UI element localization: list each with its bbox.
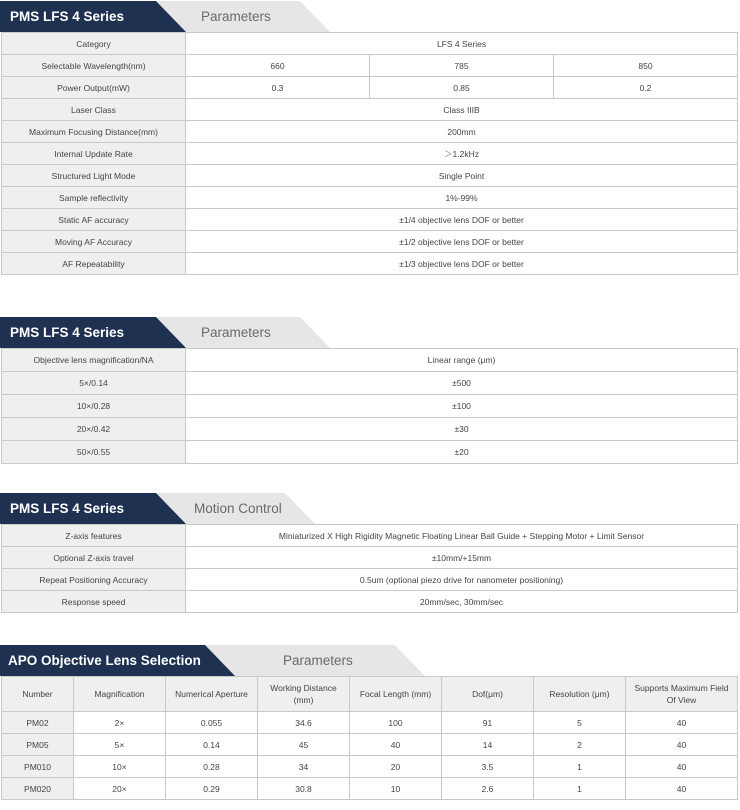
- row-value: ±1/3 objective lens DOF or better: [186, 253, 738, 275]
- lfs-parameters-section: [0, 1, 740, 275]
- cell: 3.5: [442, 756, 534, 778]
- cell: PM020: [2, 778, 74, 800]
- cell: 20: [350, 756, 442, 778]
- table-row: [2, 121, 738, 143]
- table-row: [2, 778, 738, 800]
- cell: 100: [350, 712, 442, 734]
- section-subtitle: Parameters: [283, 653, 353, 668]
- row-label: Optional Z-axis travel: [2, 547, 186, 569]
- cell: 5×: [74, 734, 166, 756]
- row-label: 10×/0.28: [2, 395, 186, 418]
- row-value: ±10mm/+15mm: [186, 547, 738, 569]
- table-row: [2, 187, 738, 209]
- table-row: [2, 569, 738, 591]
- row-label: Repeat Positioning Accuracy: [2, 569, 186, 591]
- row-value: 0.85: [370, 77, 554, 99]
- linear-range-table: [1, 348, 738, 464]
- cell: 30.8: [258, 778, 350, 800]
- section-title: PMS LFS 4 Series: [10, 325, 125, 340]
- table-row: [2, 756, 738, 778]
- table-row: [2, 231, 738, 253]
- row-value: Class IIIB: [186, 99, 738, 121]
- table-row: [2, 372, 738, 395]
- row-value: ±20: [186, 441, 738, 464]
- column-header: Dof(μm): [442, 677, 534, 712]
- row-value: 0.3: [186, 77, 370, 99]
- cell: 0.055: [166, 712, 258, 734]
- row-label: Structured Light Mode: [2, 165, 186, 187]
- cell: 0.28: [166, 756, 258, 778]
- motion-control-section: [0, 493, 740, 613]
- cell: 40: [350, 734, 442, 756]
- cell: 0.29: [166, 778, 258, 800]
- cell: 2: [534, 734, 626, 756]
- column-header: Focal Length (mm): [350, 677, 442, 712]
- section-title: APO Objective Lens Selection: [8, 653, 201, 668]
- section-header: [0, 317, 740, 348]
- cell: 40: [626, 712, 738, 734]
- section-header: [0, 1, 740, 32]
- table-row: [2, 547, 738, 569]
- row-label: 5×/0.14: [2, 372, 186, 395]
- column-header: Number: [2, 677, 74, 712]
- table-row: [2, 525, 738, 547]
- row-label: Laser Class: [2, 99, 186, 121]
- table-row: [2, 395, 738, 418]
- column-header: Resolution (μm): [534, 677, 626, 712]
- row-value: ±1/4 objective lens DOF or better: [186, 209, 738, 231]
- section-subtitle: Motion Control: [194, 501, 282, 516]
- row-value: 660: [186, 55, 370, 77]
- row-value: ±1/2 objective lens DOF or better: [186, 231, 738, 253]
- section-title: PMS LFS 4 Series: [10, 9, 125, 24]
- row-value: 0.2: [554, 77, 738, 99]
- cell: 10×: [74, 756, 166, 778]
- table-header-row: [2, 349, 738, 372]
- cell: 40: [626, 756, 738, 778]
- row-value: LFS 4 Series: [186, 33, 738, 55]
- row-label: Response speed: [2, 591, 186, 613]
- column-header: Linear range (μm): [186, 349, 738, 372]
- cell: 10: [350, 778, 442, 800]
- cell: 91: [442, 712, 534, 734]
- apo-lens-section: [0, 645, 740, 800]
- cell: 1: [534, 778, 626, 800]
- row-label: Sample reflectivity: [2, 187, 186, 209]
- cell: PM010: [2, 756, 74, 778]
- table-row: [2, 77, 738, 99]
- column-header: Numerical Aperture: [166, 677, 258, 712]
- cell: 40: [626, 778, 738, 800]
- cell: 34.6: [258, 712, 350, 734]
- parameters-table: [1, 32, 738, 275]
- table-row: [2, 591, 738, 613]
- table-row: [2, 418, 738, 441]
- cell: 5: [534, 712, 626, 734]
- row-label: Power Output(mW): [2, 77, 186, 99]
- table-row: [2, 33, 738, 55]
- row-label: Z-axis features: [2, 525, 186, 547]
- cell: 2×: [74, 712, 166, 734]
- section-header: [0, 645, 740, 676]
- table-header-row: [2, 677, 738, 712]
- row-label: Moving AF Accuracy: [2, 231, 186, 253]
- motion-control-table: [1, 524, 738, 613]
- cell: 0.14: [166, 734, 258, 756]
- row-label: AF Repeatability: [2, 253, 186, 275]
- column-header: Working Distance (mm): [258, 677, 350, 712]
- row-value: ±100: [186, 395, 738, 418]
- row-label: Category: [2, 33, 186, 55]
- row-value: 0.5um (optional piezo drive for nanometer positioning): [186, 569, 738, 591]
- row-label: 20×/0.42: [2, 418, 186, 441]
- table-row: [2, 165, 738, 187]
- table-row: [2, 55, 738, 77]
- section-subtitle: Parameters: [201, 325, 271, 340]
- table-row: [2, 209, 738, 231]
- row-value: 785: [370, 55, 554, 77]
- row-value: Single Point: [186, 165, 738, 187]
- section-header: [0, 493, 740, 524]
- linear-range-section: [0, 317, 740, 464]
- section-subtitle: Parameters: [201, 9, 271, 24]
- cell: PM05: [2, 734, 74, 756]
- row-value: ＞1.2kHz: [186, 143, 738, 165]
- apo-lens-table: [1, 676, 738, 800]
- column-header: Magnification: [74, 677, 166, 712]
- column-header: Objective lens magnification/NA: [2, 349, 186, 372]
- row-value: 850: [554, 55, 738, 77]
- cell: 45: [258, 734, 350, 756]
- cell: 40: [626, 734, 738, 756]
- table-row: [2, 99, 738, 121]
- row-value: ±500: [186, 372, 738, 395]
- row-value: 20mm/sec, 30mm/sec: [186, 591, 738, 613]
- row-label: 50×/0.55: [2, 441, 186, 464]
- row-label: Static AF accuracy: [2, 209, 186, 231]
- table-row: [2, 441, 738, 464]
- table-row: [2, 253, 738, 275]
- table-row: [2, 712, 738, 734]
- table-row: [2, 143, 738, 165]
- row-value: ±30: [186, 418, 738, 441]
- row-label: Maximum Focusing Distance(mm): [2, 121, 186, 143]
- cell: 1: [534, 756, 626, 778]
- row-label: Selectable Wavelength(nm): [2, 55, 186, 77]
- cell: 34: [258, 756, 350, 778]
- cell: PM02: [2, 712, 74, 734]
- section-title: PMS LFS 4 Series: [10, 501, 125, 516]
- cell: 20×: [74, 778, 166, 800]
- row-label: Internal Update Rate: [2, 143, 186, 165]
- column-header: Supports Maximum Field Of View: [626, 677, 738, 712]
- row-value: 200mm: [186, 121, 738, 143]
- table-row: [2, 734, 738, 756]
- cell: 2.6: [442, 778, 534, 800]
- cell: 14: [442, 734, 534, 756]
- row-value: Miniaturized X High Rigidity Magnetic Floating Linear Ball Guide + Stepping Motor + Limit Sensor: [186, 525, 738, 547]
- row-value: 1%-99%: [186, 187, 738, 209]
